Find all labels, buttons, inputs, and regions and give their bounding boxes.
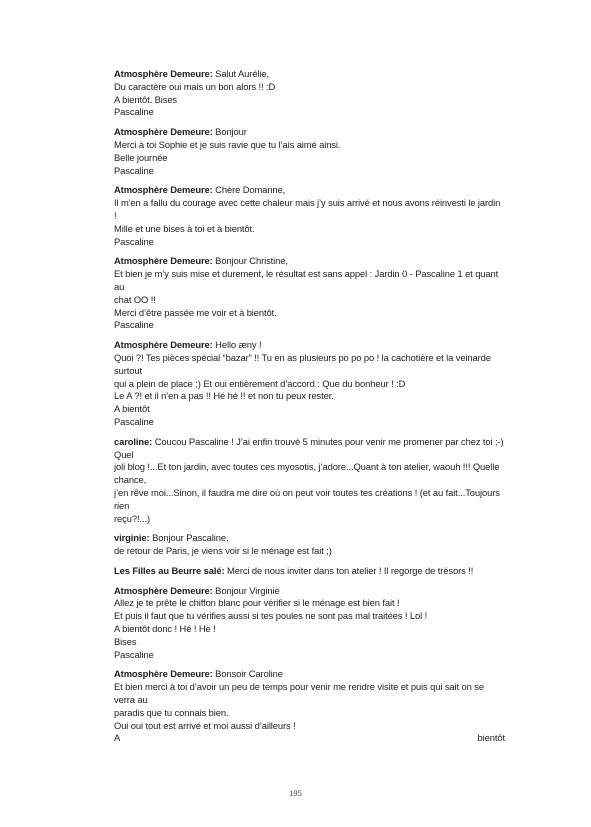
comment-author: Atmosphère Demeure:: [114, 126, 213, 138]
comment-line: Pascaline: [114, 106, 154, 118]
comment-first-line: [114, 585, 505, 598]
comment-line: Belle journée: [114, 151, 168, 163]
comment-line: de retour de Paris, je viens voir si le ménage est fait ;): [114, 545, 332, 557]
comment-line: A bientôt: [114, 403, 150, 415]
comment-first-line: [114, 532, 505, 545]
comment-line: Et bien merci à toi d’avoir un peu de temps pour venir me rendre visite et puis qui sait on se verra au: [114, 681, 484, 706]
comment-author: Atmosphère Demeure:: [114, 255, 213, 267]
comment-first-line: [114, 668, 505, 681]
comment-text: Bonjour Pascaline,: [152, 532, 229, 544]
comment-line: Pascaline: [114, 648, 154, 660]
comment-author: Atmosphère Demeure:: [114, 184, 213, 196]
comments-list: [114, 68, 505, 752]
comment-line: Pascaline: [114, 319, 154, 331]
comment-first-line: [114, 565, 505, 578]
comment-line: chat OO !!: [114, 293, 156, 305]
comment-line: Et bien je m’y suis mise et durement, le résultat est sans appel : Jardin 0 - Pascaline 1 et quant au: [114, 268, 499, 292]
comment-first-line: [114, 255, 505, 268]
comment-line: A bientôt donc ! Hé ! He !: [114, 623, 216, 635]
comment-author: caroline:: [114, 435, 153, 447]
comment-line-left: A: [114, 732, 121, 744]
comment-line: Bises: [114, 635, 137, 647]
comment-first-line: [114, 339, 505, 352]
comment-line-right: bientôt: [477, 732, 505, 744]
comment-author: Atmosphère Demeure:: [114, 584, 213, 596]
comment-author: Atmosphère Demeure:: [114, 339, 213, 351]
comment: [114, 436, 505, 526]
comment-line: Merci d’être passée me voir et à bientôt.: [114, 306, 277, 318]
comment-first-line: [114, 126, 505, 139]
comment-first-line: [114, 184, 505, 197]
comment-justified-line: [114, 732, 505, 745]
comment-line: qui a plein de place ;) Et oui entièrement d’accord : Que du bonheur ! :D: [114, 377, 406, 389]
comment: [114, 255, 505, 332]
comment-line: Pascaline: [114, 164, 154, 176]
comment-line: Le A ?! et il n’en a pas !! Hé hé !! et non tu peux rester.: [114, 390, 334, 402]
comment-line: Pascaline: [114, 415, 154, 427]
comment-text: Bonjour Virginie: [215, 584, 280, 596]
comment-first-line: [114, 436, 505, 462]
comment: [114, 184, 505, 248]
comment-line: Quoi ?! Tes pièces spécial “bazar” !! Tu en as plusieurs po po po ! la cachotière et la veinarde surtout: [114, 351, 491, 376]
comment-author: Atmosphère Demeure:: [114, 668, 213, 680]
comment-line: Oui oui tout est arrivé et moi aussi d’ailleurs !: [114, 719, 296, 731]
comment-text: Merci de nous inviter dans ton atelier ! Il regorge de trésors !!: [227, 564, 474, 576]
comment-line: j’en rêve moi...Sinon, il faudra me dire où on peut voir toutes tes créations ! (et au fait...Toujours rien: [114, 486, 500, 511]
comment-line: reçu?!...): [114, 512, 150, 524]
comment-text: Chère Domanne,: [215, 184, 286, 196]
comment-text: Bonsoir Caroline: [215, 668, 283, 680]
comment: [114, 532, 505, 558]
comment-text: Coucou Pascaline ! J’ai enfin trouvé 5 minutes pour venir me promener par chez toi ;-) Quel: [114, 435, 504, 460]
comment-line: Merci à toi Sophie et je suis ravie que tu l’ais aimé ainsi.: [114, 138, 341, 150]
comment-line: Il m'en a fallu du courage avec cette chaleur mais j’y suis arrivé et nous avons réinvesti le jardin !: [114, 197, 501, 221]
comment-line: Mille et une bises à toi et à bientôt.: [114, 222, 255, 234]
comment-text: Bonjour: [215, 126, 247, 138]
page-number: 195: [289, 788, 302, 798]
comment-first-line: [114, 68, 505, 81]
comment-text: Bonjour Christine,: [215, 255, 288, 267]
comment: [114, 585, 505, 662]
comment: [114, 68, 505, 119]
comment: [114, 668, 505, 745]
comment: [114, 126, 505, 177]
comment: [114, 339, 505, 429]
comment-line: paradis que tu connais bien.: [114, 706, 229, 718]
comment-line: A bientôt. Bises: [114, 93, 178, 105]
comment-text: Hello æny !: [215, 339, 262, 351]
comment-text: Salut Aurélie,: [215, 68, 270, 79]
comment: [114, 565, 505, 578]
comment-line: Du caractère oui mais un bon alors !! :D: [114, 80, 276, 92]
comment-line: Pascaline: [114, 235, 154, 247]
comment-line: Et puis il faut que tu vérifies aussi si tes poules ne sont pas mal traitées ! Lol !: [114, 610, 428, 622]
comment-author: virginie:: [114, 532, 150, 544]
comment-line: Allez je te prête le chiffon blanc pour vérifier si le ménage est bien fait !: [114, 597, 400, 609]
comment-author: Les Filles au Beurre salé:: [114, 564, 225, 576]
comment-author: Atmosphère Demeure:: [114, 68, 213, 79]
comment-line: joli blog !...Et ton jardin, avec toutes ces myosotis, j’adore...Quant à ton atelier, waouh !!! Quelle chance,: [114, 461, 500, 486]
